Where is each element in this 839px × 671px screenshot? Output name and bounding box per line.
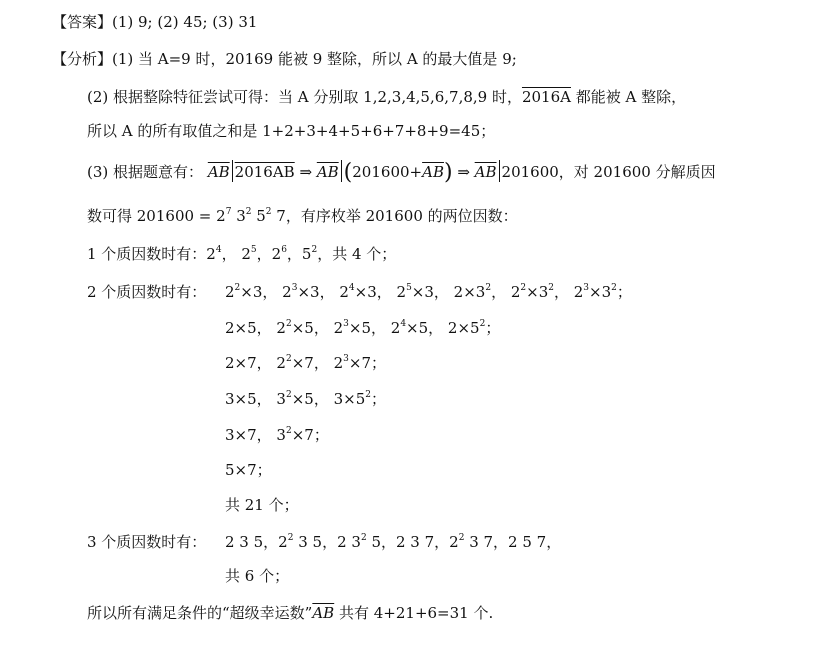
analysis-line-1: 【分析】(1) 当 A=9 时，20169 能被 9 整除，所以 A 的最大值是 9;	[52, 50, 517, 68]
exponent: 4	[400, 319, 407, 329]
part2-line-a	[87, 87, 686, 107]
exponent: 6	[281, 245, 287, 255]
exponent: 2	[479, 319, 486, 329]
two-prime-row: $2^2\times 3$， $2^3\times 3$， $2^4\times 3$， $2^5\times 3$， $2\times 3^2$， $2^2\times 3^2$， $2^3\times 3^2$；	[225, 283, 632, 301]
exponent: 7	[225, 207, 232, 217]
part3-ab-4: $\overline{AB}$	[474, 163, 497, 181]
three-prime-head: 3 个质因数时有：	[87, 533, 207, 551]
exponent: 3	[583, 283, 590, 293]
exponent: 3	[291, 283, 298, 293]
exponent: 4	[348, 283, 355, 293]
exponent: 2	[245, 207, 252, 217]
final-line	[87, 603, 493, 623]
paren-close: )	[443, 160, 453, 185]
exponent: 2	[234, 283, 241, 293]
exponent: 2	[458, 533, 465, 543]
exponent: 2	[287, 533, 294, 543]
three-prime-total: 共 6 个；	[225, 567, 290, 585]
exponent: 2	[611, 283, 617, 293]
two-prime-row: 2×5， $2^2\times 5$， $2^3\times 5$， $2^4\times 5$， $2\times 5^2$；	[225, 319, 501, 337]
two-prime-total: 共 21 个；	[225, 496, 299, 514]
exponent: 2	[548, 283, 554, 293]
part2-text-post: 都能被 A 整除，	[570, 88, 687, 106]
part2-text-pre: (2) 根据整除特征尝试可得：当 A 分别取 1,2,3,4,5,6,7,8,9 时，	[87, 88, 522, 106]
divides-bar	[499, 160, 500, 182]
divides-bar	[232, 160, 233, 182]
exponent: 2	[520, 283, 527, 293]
exponent: 5	[406, 283, 412, 293]
exponent: 2	[365, 390, 371, 400]
exponent: 2	[485, 283, 492, 293]
part3-arrow-1: ⇒	[294, 163, 317, 181]
exponent: 3	[343, 354, 349, 364]
exponent: 2	[285, 426, 292, 436]
final-ab: $\overline{AB}$	[312, 604, 335, 622]
exponent: 2	[360, 533, 367, 543]
part3-tail: 201600，对 201600 分解质因	[501, 163, 716, 181]
exponent: 2	[311, 245, 318, 255]
final-text-post: 共有 4+21+6=31 个.	[334, 604, 494, 622]
exponent: 2	[285, 354, 292, 364]
two-prime-row: 2×7， $2^2\times 7$， $2^3\times 7$；	[225, 354, 386, 372]
two-prime-row: 3×5， $3^2\times 5$， $3\times 5^2$；	[225, 390, 386, 408]
part2-line-b: 所以 A 的所有取值之和是 1+2+3+4+5+6+7+8+9=45；	[87, 122, 496, 140]
part3-201600: 201600+	[352, 163, 423, 181]
one-prime-line: 1 个质因数时有：$2^4$， $2^5$，$2^6$，$5^2$，共 4 个；	[87, 245, 397, 263]
paren-open: (	[343, 160, 353, 185]
part2-overline-number: 2016A	[521, 88, 571, 106]
part3-ab-1: $\overline{AB}$	[207, 163, 230, 181]
part3-line-a	[87, 160, 716, 185]
exponent: 2	[285, 319, 292, 329]
answer-line: 【答案】(1) 9; (2) 45; (3) 31	[52, 13, 258, 31]
part3-ab-3: $\overline{AB}$	[422, 163, 444, 181]
part3-arrow-2: ⇒	[452, 163, 475, 181]
exponent: 2	[265, 207, 272, 217]
part3-text-pre: (3) 根据题意有：	[87, 163, 204, 181]
exponent: 4	[215, 245, 222, 255]
part3-2016ab: 2016AB	[234, 163, 295, 181]
part3-ab-2: $\overline{AB}$	[316, 163, 339, 181]
two-prime-head: 2 个质因数时有：	[87, 283, 207, 301]
exponent: 2	[285, 390, 292, 400]
two-prime-row: 5×7；	[225, 461, 272, 479]
divides-bar	[341, 160, 342, 182]
final-text-pre: 所以所有满足条件的“超级幸运数”	[87, 604, 313, 622]
exponent: 3	[343, 319, 349, 329]
two-prime-row: 3×7， $3^2\times 7$；	[225, 426, 329, 444]
three-prime-row: 2 3 5，$2^2$ 3 5，2 $3^2$ 5，2 3 7，$2^2$ 3 7，2 5 7，	[225, 533, 562, 551]
exponent: 5	[250, 245, 257, 255]
part3-line-b: 数可得 $201600 = 2^7$ $3^2$ $5^2$ 7，有序枚举 201600 的两位因数：	[87, 207, 518, 225]
